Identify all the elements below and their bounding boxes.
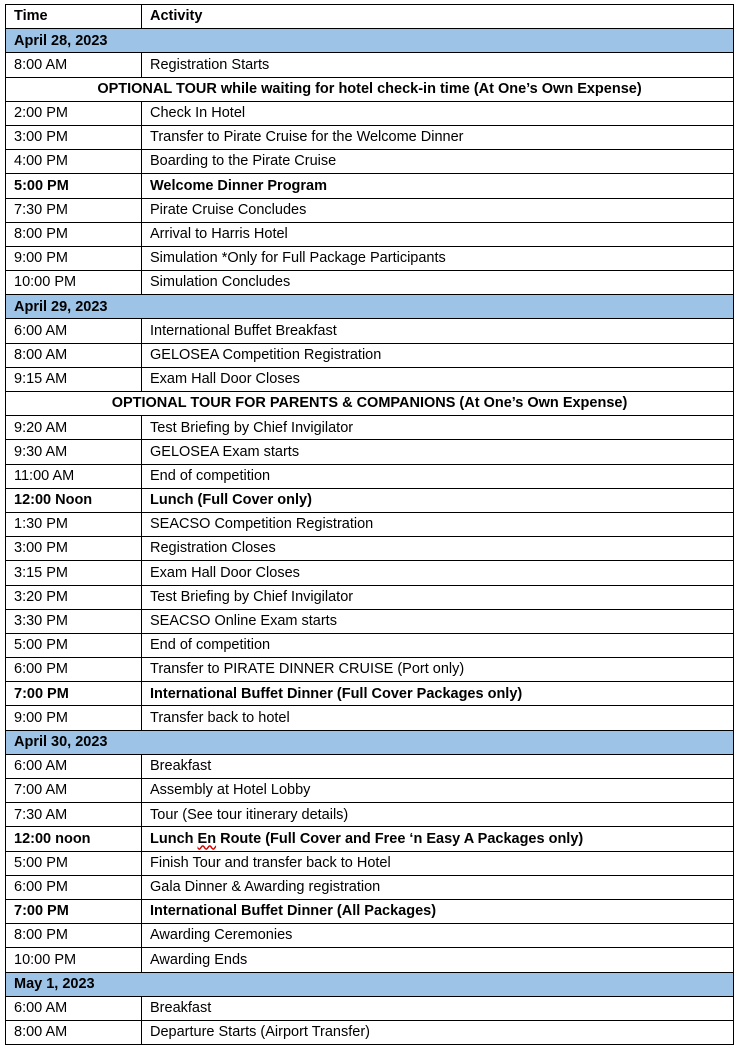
date-row [6,295,734,319]
time-cell: 9:15 AM [6,367,142,391]
activity-cell: Tour (See tour itinerary details) [142,803,734,827]
time-cell: 3:30 PM [6,609,142,633]
activity-text-part: Route (Full Cover and Free ‘n Easy A Packages only) [216,830,584,847]
activity-cell: Transfer back to hotel [142,706,734,730]
activity-cell: Gala Dinner & Awarding registration [142,875,734,899]
schedule-row [6,488,734,512]
activity-cell: Awarding Ceremonies [142,924,734,948]
activity-cell: GELOSEA Competition Registration [142,343,734,367]
schedule-row [6,198,734,222]
activity-cell: Breakfast [142,996,734,1020]
schedule-row [6,827,734,851]
schedule-row [6,948,734,972]
activity-cell: Simulation *Only for Full Package Participants [142,246,734,270]
activity-cell: International Buffet Breakfast [142,319,734,343]
schedule-row [6,779,734,803]
activity-cell: GELOSEA Exam starts [142,440,734,464]
date-label: April 28, 2023 [6,29,734,53]
time-cell: 5:00 PM [6,851,142,875]
activity-cell: Boarding to the Pirate Cruise [142,150,734,174]
time-cell: 3:00 PM [6,537,142,561]
time-cell: 3:00 PM [6,125,142,149]
activity-cell: Lunch (Full Cover only) [142,488,734,512]
schedule-row [6,754,734,778]
time-cell: 3:20 PM [6,585,142,609]
time-cell: 5:00 PM [6,633,142,657]
schedule-row [6,658,734,682]
time-cell: 6:00 AM [6,754,142,778]
time-cell: 8:00 AM [6,343,142,367]
schedule-row [6,271,734,295]
optional-tour-label: OPTIONAL TOUR FOR PARENTS & COMPANIONS (At One’s Own Expense) [6,392,734,416]
time-cell: 12:00 noon [6,827,142,851]
schedule-row [6,585,734,609]
time-cell: 10:00 PM [6,271,142,295]
activity-cell: Exam Hall Door Closes [142,561,734,585]
schedule-row [6,609,734,633]
time-cell: 7:30 AM [6,803,142,827]
time-cell: 6:00 AM [6,996,142,1020]
activity-cell: Awarding Ends [142,948,734,972]
schedule-row [6,53,734,77]
activity-cell: Welcome Dinner Program [142,174,734,198]
schedule-row [6,706,734,730]
date-label: May 1, 2023 [6,972,734,996]
activity-cell: Registration Starts [142,53,734,77]
time-cell: 3:15 PM [6,561,142,585]
schedule-row [6,899,734,923]
date-label: April 29, 2023 [6,295,734,319]
activity-cell: Exam Hall Door Closes [142,367,734,391]
schedule-row [6,537,734,561]
optional-tour-label: OPTIONAL TOUR while waiting for hotel check-in time (At One’s Own Expense) [6,77,734,101]
time-cell: 7:00 AM [6,779,142,803]
time-cell: 6:00 PM [6,658,142,682]
schedule-row [6,803,734,827]
date-label: April 30, 2023 [6,730,734,754]
time-cell: 6:00 AM [6,319,142,343]
schedule-row [6,246,734,270]
time-cell: 8:00 AM [6,53,142,77]
time-cell: 4:00 PM [6,150,142,174]
time-cell: 6:00 PM [6,875,142,899]
schedule-row [6,682,734,706]
schedule-row [6,561,734,585]
time-cell: 9:30 AM [6,440,142,464]
time-cell: 11:00 AM [6,464,142,488]
time-cell: 8:00 PM [6,222,142,246]
date-row [6,29,734,53]
activity-cell: Departure Starts (Airport Transfer) [142,1020,734,1044]
schedule-row [6,875,734,899]
activity-cell: International Buffet Dinner (Full Cover Packages only) [142,682,734,706]
activity-cell: SEACSO Online Exam starts [142,609,734,633]
schedule-row [6,440,734,464]
header-time: Time [6,5,142,29]
activity-cell: End of competition [142,464,734,488]
time-cell: 8:00 AM [6,1020,142,1044]
date-row [6,972,734,996]
time-cell: 8:00 PM [6,924,142,948]
optional-tour-row [6,77,734,101]
time-cell: 7:00 PM [6,899,142,923]
time-cell: 9:00 PM [6,706,142,730]
schedule-row [6,1020,734,1044]
activity-cell: Transfer to PIRATE DINNER CRUISE (Port only) [142,658,734,682]
activity-cell: Pirate Cruise Concludes [142,198,734,222]
schedule-body [6,5,734,1045]
time-cell: 9:20 AM [6,416,142,440]
schedule-row [6,416,734,440]
schedule-row [6,174,734,198]
activity-cell: SEACSO Competition Registration [142,512,734,536]
schedule-row [6,125,734,149]
spellcheck-word: En [197,830,217,847]
time-cell: 1:30 PM [6,512,142,536]
schedule-row [6,851,734,875]
schedule-row [6,924,734,948]
schedule-row [6,319,734,343]
activity-cell: Registration Closes [142,537,734,561]
header-activity: Activity [142,5,734,29]
activity-cell [142,827,734,851]
schedule-row [6,464,734,488]
activity-cell: Test Briefing by Chief Invigilator [142,416,734,440]
schedule-row [6,512,734,536]
time-cell: 2:00 PM [6,101,142,125]
date-row [6,730,734,754]
activity-cell: Test Briefing by Chief Invigilator [142,585,734,609]
time-cell: 12:00 Noon [6,488,142,512]
time-cell: 5:00 PM [6,174,142,198]
activity-cell: Assembly at Hotel Lobby [142,779,734,803]
activity-cell: Arrival to Harris Hotel [142,222,734,246]
time-cell: 7:30 PM [6,198,142,222]
header-row [6,5,734,29]
activity-cell: Simulation Concludes [142,271,734,295]
activity-cell: Breakfast [142,754,734,778]
schedule-row [6,222,734,246]
optional-tour-row [6,392,734,416]
activity-cell: Finish Tour and transfer back to Hotel [142,851,734,875]
activity-cell: Transfer to Pirate Cruise for the Welcome Dinner [142,125,734,149]
time-cell: 9:00 PM [6,246,142,270]
schedule-row [6,150,734,174]
activity-text-part: Lunch [150,830,198,847]
schedule-row [6,633,734,657]
schedule-row [6,343,734,367]
schedule-row [6,101,734,125]
activity-cell: International Buffet Dinner (All Packages) [142,899,734,923]
schedule-table [5,4,734,1045]
schedule-row [6,996,734,1020]
schedule-row [6,367,734,391]
time-cell: 10:00 PM [6,948,142,972]
activity-cell: Check In Hotel [142,101,734,125]
time-cell: 7:00 PM [6,682,142,706]
activity-cell: End of competition [142,633,734,657]
